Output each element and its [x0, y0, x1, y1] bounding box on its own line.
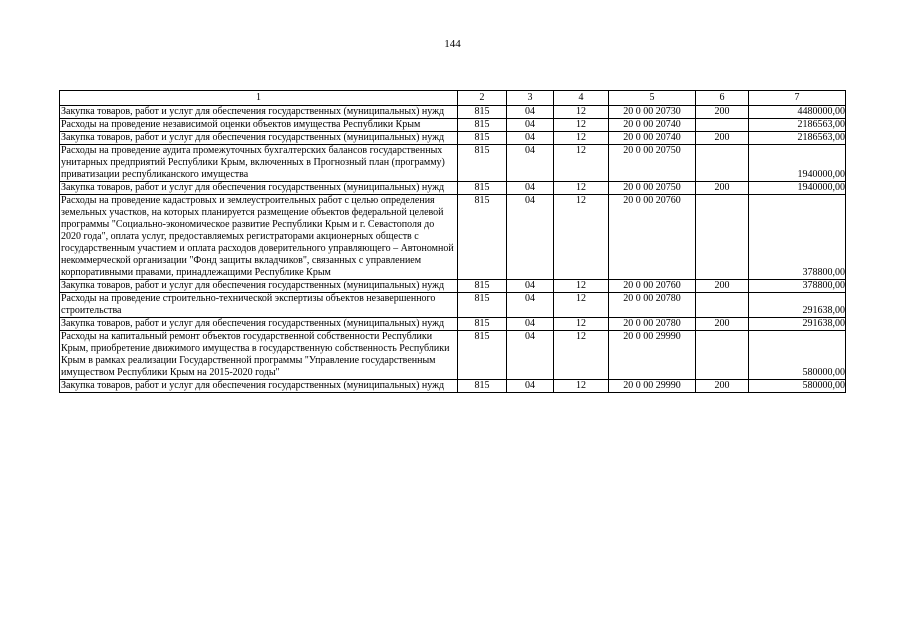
row-description: Расходы на проведение строительно-технической экспертизы объектов незавершенного строительства [60, 293, 458, 318]
column-header: 2 [458, 91, 507, 106]
row-description: Закупка товаров, работ и услуг для обеспечения государственных (муниципальных) нужд [60, 182, 458, 195]
row-description: Расходы на проведение кадастровых и землеустроительных работ с целью определения земельных участков, на которых планируется размещение объектов федеральной целевой программы "Социально-экономическое развитие Республики Крым и г. Севастополя до 2020 года", оплата услуг, предоставляемых регистраторами акционерных обществ с государственным участием и оплата расходов доверительного управляющего – Автономной некоммерческой организации "Фонд защиты вкладчиков", связанных с управлением корпоративными правами, принадлежащими Республике Крым [60, 195, 458, 280]
admin-code-cell: 815 [458, 318, 507, 331]
subsection-code-cell: 12 [554, 280, 609, 293]
subsection-code-cell: 12 [554, 132, 609, 145]
subsection-code-cell: 12 [554, 145, 609, 182]
target-item-code-cell: 20 0 00 20740 [609, 119, 696, 132]
subsection-code-cell: 12 [554, 106, 609, 119]
row-description: Закупка товаров, работ и услуг для обеспечения государственных (муниципальных) нужд [60, 132, 458, 145]
expense-type-cell: 200 [696, 182, 749, 195]
amount-cell: 1940000,00 [749, 145, 846, 182]
subsection-code-cell: 12 [554, 119, 609, 132]
row-description: Расходы на проведение аудита промежуточных бухгалтерских балансов государственных унитарных предприятий Республики Крым, включенных в Прогнозный план (программу) приватизации республиканского имущества [60, 145, 458, 182]
column-header: 4 [554, 91, 609, 106]
amount-cell: 580000,00 [749, 331, 846, 380]
admin-code-cell: 815 [458, 331, 507, 380]
row-description: Закупка товаров, работ и услуг для обеспечения государственных (муниципальных) нужд [60, 318, 458, 331]
table-row [60, 182, 846, 195]
target-item-code-cell: 20 0 00 20750 [609, 182, 696, 195]
expense-type-cell: 200 [696, 280, 749, 293]
target-item-code-cell: 20 0 00 20730 [609, 106, 696, 119]
column-header: 5 [609, 91, 696, 106]
table-row [60, 280, 846, 293]
section-code-cell: 04 [507, 182, 554, 195]
expense-type-cell: 200 [696, 132, 749, 145]
section-code-cell: 04 [507, 331, 554, 380]
amount-cell: 1940000,00 [749, 182, 846, 195]
table-row [60, 331, 846, 380]
expense-type-cell [696, 331, 749, 380]
section-code-cell: 04 [507, 132, 554, 145]
target-item-code-cell: 20 0 00 20750 [609, 145, 696, 182]
target-item-code-cell: 20 0 00 20760 [609, 280, 696, 293]
target-item-code-cell: 20 0 00 20780 [609, 318, 696, 331]
column-header: 3 [507, 91, 554, 106]
amount-cell: 2186563,00 [749, 132, 846, 145]
target-item-code-cell: 20 0 00 20760 [609, 195, 696, 280]
row-description: Расходы на капитальный ремонт объектов государственной собственности Республики Крым, приобретение движимого имущества в государственную собственность Республики Крым в рамках реализации Государственной программы "Управление государственным имуществом Республики Крым на 2015-2020 годы" [60, 331, 458, 380]
section-code-cell: 04 [507, 119, 554, 132]
section-code-cell: 04 [507, 293, 554, 318]
admin-code-cell: 815 [458, 195, 507, 280]
table-header-row [60, 91, 846, 106]
amount-cell: 291638,00 [749, 293, 846, 318]
row-description: Закупка товаров, работ и услуг для обеспечения государственных (муниципальных) нужд [60, 106, 458, 119]
section-code-cell: 04 [507, 106, 554, 119]
admin-code-cell: 815 [458, 145, 507, 182]
amount-cell: 291638,00 [749, 318, 846, 331]
expense-type-cell: 200 [696, 380, 749, 393]
section-code-cell: 04 [507, 380, 554, 393]
column-header: 7 [749, 91, 846, 106]
admin-code-cell: 815 [458, 380, 507, 393]
expense-type-cell: 200 [696, 318, 749, 331]
target-item-code-cell: 20 0 00 29990 [609, 331, 696, 380]
expense-type-cell [696, 145, 749, 182]
admin-code-cell: 815 [458, 132, 507, 145]
admin-code-cell: 815 [458, 119, 507, 132]
amount-cell: 2186563,00 [749, 119, 846, 132]
budget-table [59, 90, 846, 393]
table-row [60, 195, 846, 280]
amount-cell: 4480000,00 [749, 106, 846, 119]
page-number: 144 [444, 38, 461, 50]
admin-code-cell: 815 [458, 293, 507, 318]
expense-type-cell: 200 [696, 106, 749, 119]
admin-code-cell: 815 [458, 182, 507, 195]
subsection-code-cell: 12 [554, 293, 609, 318]
subsection-code-cell: 12 [554, 318, 609, 331]
column-header: 1 [60, 91, 458, 106]
subsection-code-cell: 12 [554, 380, 609, 393]
table-row [60, 293, 846, 318]
table-row [60, 132, 846, 145]
subsection-code-cell: 12 [554, 195, 609, 280]
target-item-code-cell: 20 0 00 29990 [609, 380, 696, 393]
amount-cell: 378800,00 [749, 195, 846, 280]
amount-cell: 378800,00 [749, 280, 846, 293]
table-row [60, 119, 846, 132]
amount-cell: 580000,00 [749, 380, 846, 393]
section-code-cell: 04 [507, 145, 554, 182]
table-row [60, 380, 846, 393]
subsection-code-cell: 12 [554, 182, 609, 195]
row-description: Закупка товаров, работ и услуг для обеспечения государственных (муниципальных) нужд [60, 380, 458, 393]
admin-code-cell: 815 [458, 280, 507, 293]
table-row [60, 318, 846, 331]
expense-type-cell [696, 119, 749, 132]
section-code-cell: 04 [507, 318, 554, 331]
section-code-cell: 04 [507, 195, 554, 280]
row-description: Закупка товаров, работ и услуг для обеспечения государственных (муниципальных) нужд [60, 280, 458, 293]
table-row [60, 145, 846, 182]
column-header: 6 [696, 91, 749, 106]
target-item-code-cell: 20 0 00 20740 [609, 132, 696, 145]
subsection-code-cell: 12 [554, 331, 609, 380]
admin-code-cell: 815 [458, 106, 507, 119]
expense-type-cell [696, 195, 749, 280]
expense-type-cell [696, 293, 749, 318]
table-row [60, 106, 846, 119]
target-item-code-cell: 20 0 00 20780 [609, 293, 696, 318]
section-code-cell: 04 [507, 280, 554, 293]
row-description: Расходы на проведение независимой оценки объектов имущества Республики Крым [60, 119, 458, 132]
